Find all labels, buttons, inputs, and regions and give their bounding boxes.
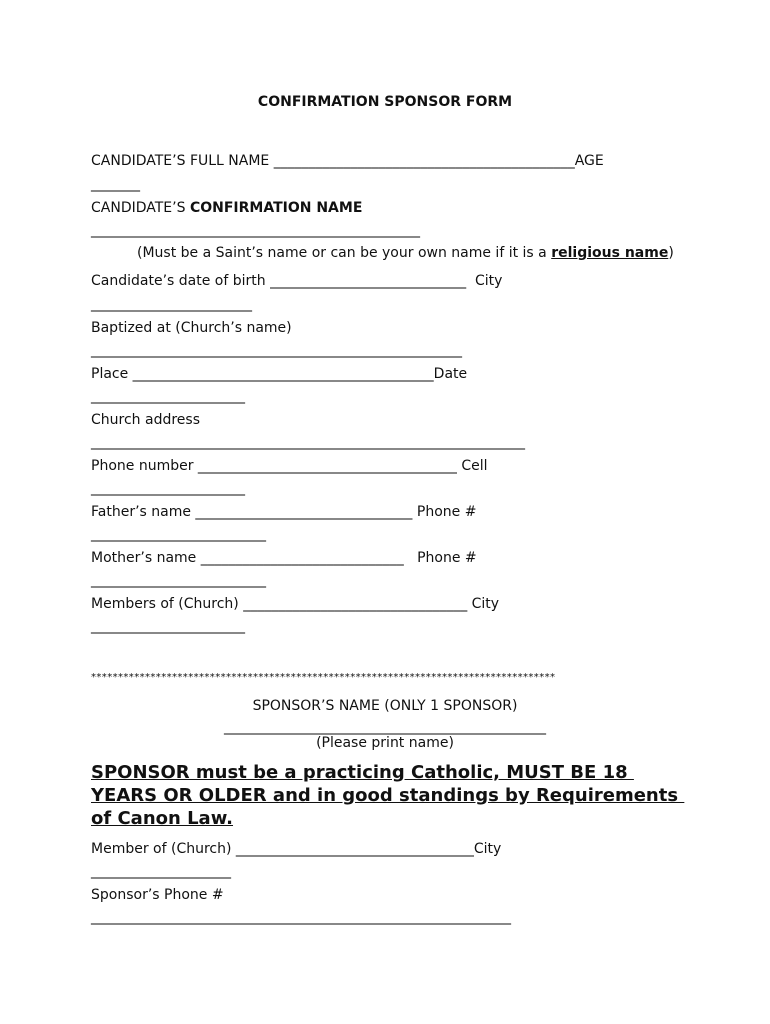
sponsor-name-field: ______________________________________________ [224, 719, 546, 735]
sponsor-requirement-line-2: YEARS OR OLDER and in good standings by Requirements [91, 785, 685, 806]
confirmation-name-bold: CONFIRMATION NAME [189, 200, 363, 216]
candidate-full-name-field: CANDIDATE’S FULL NAME ___________________________________________AGE [91, 153, 604, 169]
sponsor-phone-field: ____________________________________________________________ [91, 909, 511, 925]
cell-field: ______________________ [91, 480, 245, 496]
print-name-note: (Please print name) [316, 735, 454, 751]
note-prefix: (Must be a Saint’s name or can be your own name if it is a [137, 245, 552, 261]
sponsor-name-heading: SPONSOR’S NAME (ONLY 1 SPONSOR) [252, 698, 518, 714]
baptized-at-field: _____________________________________________________ [91, 342, 462, 358]
members-of-church-field: Members of (Church) ________________________________ City [91, 596, 500, 612]
phone-number-field: Phone number _____________________________________ Cell [91, 458, 488, 474]
date-of-birth-field: Candidate’s date of birth ____________________________ City [91, 273, 503, 289]
sponsor-city-field: ____________________ [91, 863, 231, 879]
confirmation-name-label [91, 200, 362, 216]
sponsor-requirement-line-3: of Canon Law. [91, 808, 234, 829]
candidate-age-field: _______ [91, 176, 140, 192]
birth-city-field: _______________________ [91, 296, 252, 312]
note-religious-name: religious name [551, 245, 669, 261]
form-title: CONFIRMATION SPONSOR FORM [257, 94, 513, 110]
place-date-field: Place ___________________________________________Date [91, 366, 468, 382]
separator-line: ************************************************************************************** [91, 672, 556, 683]
members-city-field: ______________________ [91, 618, 245, 634]
baptized-at-label: Baptized at (Church’s name) [91, 320, 292, 336]
note-suffix: ) [668, 245, 674, 261]
church-address-field: ______________________________________________________________ [91, 434, 525, 450]
confirmation-name-field: _______________________________________________ [91, 222, 420, 238]
confirmation-name-note [137, 245, 674, 261]
sponsor-member-of-church-field: Member of (Church) __________________________________City [91, 841, 502, 857]
church-address-label: Church address [91, 412, 200, 428]
mother-phone-field: _________________________ [91, 572, 266, 588]
mother-name-field: Mother’s name _____________________________ Phone # [91, 550, 477, 566]
place-date-field-continued: ______________________ [91, 388, 245, 404]
father-name-field: Father’s name _______________________________ Phone # [91, 504, 477, 520]
sponsor-phone-label: Sponsor’s Phone # [91, 887, 224, 903]
confirmation-name-prefix: CANDIDATE’S [91, 200, 190, 216]
father-phone-field: _________________________ [91, 526, 266, 542]
sponsor-requirement-line-1: SPONSOR must be a practicing Catholic, MUST BE 18 [91, 762, 634, 783]
